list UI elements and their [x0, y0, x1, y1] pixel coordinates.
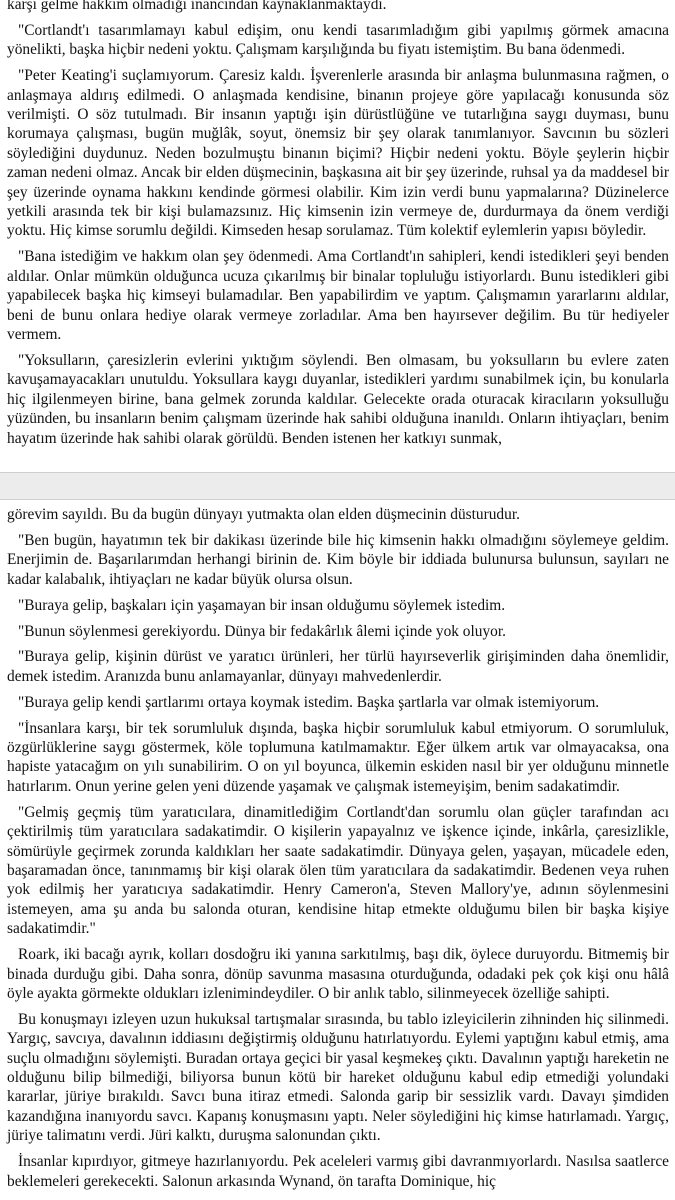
page-lower	[0, 500, 675, 1200]
paragraph: görevim sayıldı. Bu da bugün dünyayı yutmakta olan elden düşmecinin düsturudur.	[7, 506, 520, 523]
page-separator	[0, 472, 675, 500]
paragraph: "Buraya gelip, kişinin dürüst ve yaratıcı ürünleri, her türlü hayırseverlik girişiminden daha önemlidir, demek istedim. Aranızda bunu anlamayanlar, dünyayı mahvedenlerdir.	[7, 648, 669, 685]
paragraph: "Gelmiş geçmiş tüm yaratıcılara, dinamitlediğim Cortlandt'dan sorumlu olan güçler tarafından acı çektirilmiş tüm yaratıcılara sadakatimdir. O kişilerin yapayalnız ve işkence içinde, inkârla, çaresizlikle, sömürüyle geçirmek zorunda kaldıkları her saate sadakatimdir. Dünyaya gelen, yaşayan, mücadele eden, başaramadan önce, tanınmamış bir kişi olarak ölen tüm yaratıcılara da sadakatimdir. Bedenen veya ruhen yok edilmiş her yaratıcıya sadakatimdir. Henry Cameron'a, Steven Mallory'ye, adının söylenmesini istemeyen, ama şu anda bu salonda oturan, kendisine hitap etmekte olduğumu bilen bir başka kişiye sadakatimdir."	[7, 803, 669, 938]
paragraph: "Bunun söylenmesi gerekiyordu. Dünya bir fedakârlık âlemi içinde yok oluyor.	[18, 622, 506, 640]
paragraph: "Cortlandt'ı tasarımlamayı kabul edişim, onu kendi tasarımladığım gibi yapılmış görmek amacına yönelikti, başka hiçbir nedeni yoktu. Çalışmam karşılığında bu fiyatı istemiştim. Bu bana ödenmedi.	[7, 21, 669, 59]
paragraph: İnsanlar kıpırdıyor, gitmeye hazırlanıyordu. Pek aceleleri varmış gibi davranmıyorlardı. Nasılsa saatlerce beklemeleri gerekecekti. Salonun arkasında Wynand, ön tarafta Dominique, hiç	[7, 1153, 669, 1190]
paragraph: "Peter Keating'i suçlamıyorum. Çaresiz kaldı. İşverenlerle arasında bir anlaşma bulunmasına rağmen, o anlaşmaya aldırış edilmedi. O anlaşmada kendisine, binanın projeye göre yapılacağı konusunda söz verilmişti. O söz tutulmadı. Bir insanın yaptığı işin dürüstlüğüne ve tutarlığına saygı duyması, bunu korumaya çalışması, bugün muğlâk, soyut, önemsiz bir şey olarak tanımlanıyor. Savcının bu sözleri söylediğini duydunuz. Neden bozulmuştu binanın biçimi? Hiçbir nedeni yoktu. Böyle şeylerin hiçbir zaman nedeni olmaz. Ancak bir elden düşmecinin, başkasına ait bir şey üzerinde, ruhsal ya da maddesel bir şey üzerinde oynama hakkını kendinde görmesi olabilir. Kim izin verdi bunu yapmalarına? Düzinelerce yetkili arasında tek bir kişi bulamazsınız. Hiç kimsenin izin vermeye de, durdurmaya da önem verdiği yoktu. Hiç kimse sorumlu değildi. Kimseden hesap sorulamaz. Tüm kolektif eylemlerin yapısı böyledir.	[7, 67, 669, 240]
paragraph: "Bana istediğim ve hakkım olan şey ödenmedi. Ama Cortlandt'ın sahipleri, kendi istedikleri şeyi benden aldılar. Onlar mümkün olduğunca ucuza çıkarılmış bir binalar topluluğu istiyorlardı. Bunu istedikleri gibi yapabilecek başka hiç kimseyi bulamadılar. Ben yapabilirdim ve yaptım. Çalışmamın yararlarını aldılar, beni de bunu onlara hediye olarak vermeye zorladılar. Ama ben hayırsever değilim. Bu tür hediyeler vermem.	[7, 248, 669, 343]
paragraph: Roark, iki bacağı ayrık, kolları dosdoğru iki yanına sarkıtılmış, başı dik, öylece duruyordu. Bitmemiş bir binada durduğu gibi. Daha sonra, dönüp savunma masasına oturduğunda, odadaki pek çok kişi onu hâlâ öyle ayakta görmekte oldukları izlenimindeydiler. O bir anlık tablo, silinmeyecek özelliğe sahipti.	[7, 946, 669, 1002]
paragraph: "Yoksulların, çaresizlerin evlerini yıktığım söylendi. Ben olmasam, bu yoksulların bu evlere zaten kavuşamayacakları unutuldu. Yoksullara kaygı duyanlar, istedikleri yardımı sunabilmek için, bu konularla hiç ilgilenmeyen birine, bana gelmek zorunda kaldılar. Gelecekte orada oturacak kiracıların yoksulluğu yüzünden, bu insanların benim çalışmam üzerinde hak sahibi olduğuna inanıldı. Onların ihtiyaçları, benim hayatım üzerinde hak sahibi olarak görüldü. Benden istenen her katkıyı sunmak,	[7, 351, 669, 447]
paragraph: "İnsanlara karşı, bir tek sorumluluk dışında, başka hiçbir sorumluluk kabul etmiyorum. O sorumluluk, özgürlüklerine saygı göstermek, köle toplumuna katılmamaktır. Eğer ülkem artık var olmayacaksa, ona hapiste yatacağım on yılı sunabilirim. O on yıl boyunca, ülkemin eskiden nasıl bir yer olduğunu minnetle hatırlarım. Onun yerine gelen yeni düzende yaşamak ve çalışmak istemeyişim, benim sadakatimdir.	[7, 719, 669, 795]
paragraph: karşı gelme hakkım olmadığı inancından kaynaklanmaktaydı.	[7, 0, 387, 13]
paragraph: "Buraya gelip kendi şartlarımı ortaya koymak istedim. Başka şartlarla var olmak istemiyorum.	[18, 693, 600, 711]
paragraph: "Buraya gelip, başkaları için yaşamayan bir insan olduğumu söylemek istedim.	[18, 596, 506, 614]
paragraph: Bu konuşmayı izleyen uzun hukuksal tartışmalar sırasında, bu tablo izleyicilerin zihninden hiç silinmedi. Yargıç, savcıya, davalının iddiasını değiştirmiş olduğunu hatırlatıyordu. Eylemi yaptığını kabul etmiş, ama suçlu olmadığını söylemişti. Buradan ortaya geçici bir yasal keşmekeş çıktı. Davalının yaptığı hareketin ne olduğunu bilip bilmediği, biliyorsa bunun kötü bir hareket olduğunu kabul edip etmediği yolundaki kararlar, jüriye bırakıldı. Savcı buna itiraz etmedi. Salonda garip bir sessizlik vardı. Davayı şimdiden kazandığına inanıyordu savcı. Kapanış konuşmasını yaptı. Neler söylediğini hiç kimse hatırlamadı. Yargıç, jüriye talimatını verdi. Jüri kalktı, duruşma salonundan çıktı.	[7, 1010, 669, 1145]
page-upper	[0, 0, 675, 472]
paragraph: "Ben bugün, hayatımın tek bir dakikası üzerinde bile hiç kimsenin hakkı olmadığını söylemeye geldim. Enerjimin de. Başarılarımdan herhangi birinin de. Kim böyle bir iddiada bulunursa bulunsun, sayıları ne kadar kalabalık, ihtiyaçları ne kadar büyük olursa olsun.	[7, 531, 669, 588]
